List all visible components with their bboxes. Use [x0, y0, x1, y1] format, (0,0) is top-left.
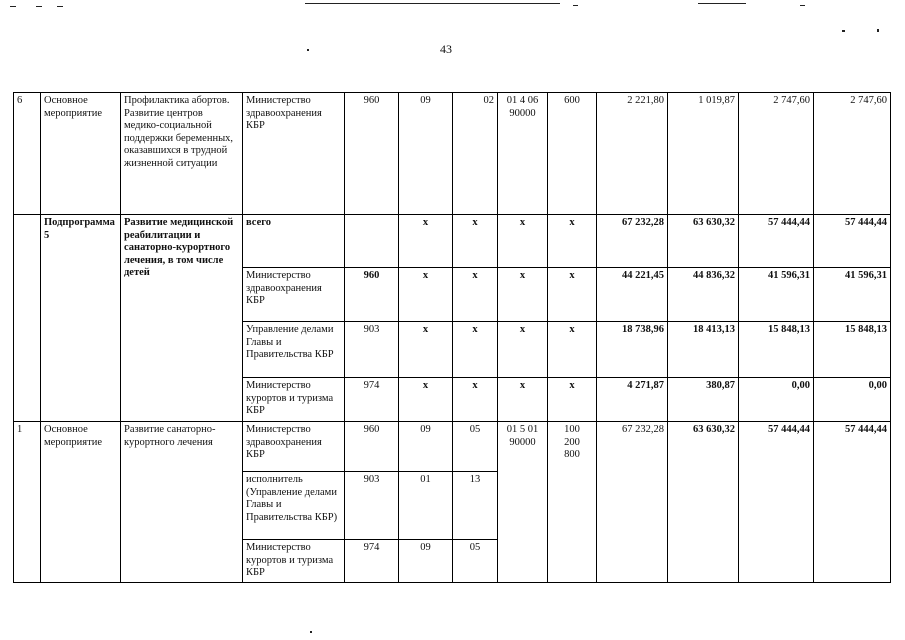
cell-rz: 09 [399, 93, 453, 215]
cell-year-4: 15 848,13 [814, 322, 891, 378]
cell-rz: 09 [399, 540, 453, 583]
cell-vr: х [548, 378, 597, 422]
cell-grbs: 960 [345, 422, 399, 472]
cell-year-2: 44 836,32 [668, 268, 739, 322]
subprogram-name: Развитие медицинской реабилитации и санаторно-курортного лечения, в том числе детей [121, 215, 243, 422]
cell-year-2: 1 019,87 [668, 93, 739, 215]
cell-csr: х [498, 215, 548, 268]
cell-pr: 02 [453, 93, 498, 215]
row-executor: Управление делами Главы и Правительства КБР [243, 322, 345, 378]
cell-year-3: 0,00 [739, 378, 814, 422]
cell-grbs [345, 215, 399, 268]
cell-year-4: 2 747,60 [814, 93, 891, 215]
row-num [14, 215, 41, 422]
cell-year-4: 0,00 [814, 378, 891, 422]
row-name: Профилактика абортов. Развитие центров медико-социальной поддержки беременных, оказавшихся в трудной жизненной ситуации [121, 93, 243, 215]
cell-vr: 600 [548, 93, 597, 215]
scan-line-top [305, 3, 560, 4]
cell-year-4: 57 444,44 [814, 422, 891, 583]
cell-rz: 09 [399, 422, 453, 472]
row-num: 6 [14, 93, 41, 215]
cell-vr: х [548, 268, 597, 322]
cell-grbs: 974 [345, 540, 399, 583]
cell-vr [548, 422, 597, 583]
table-row [14, 422, 891, 472]
row-executor: Министерство здравоохранения КБР [243, 268, 345, 322]
table-row [14, 93, 891, 215]
row-executor: Министерство здравоохранения КБР [243, 93, 345, 215]
cell-csr: х [498, 322, 548, 378]
cell-grbs: 974 [345, 378, 399, 422]
cell-year-1: 2 221,80 [597, 93, 668, 215]
scan-dash-5 [800, 5, 805, 6]
cell-grbs: 960 [345, 93, 399, 215]
subprogram-label: Подпрограмма 5 [41, 215, 121, 422]
cell-rz: х [399, 322, 453, 378]
cell-pr: 05 [453, 540, 498, 583]
budget-table [13, 92, 891, 583]
scan-dash-2 [36, 6, 42, 7]
table-row [14, 215, 891, 268]
cell-grbs: 960 [345, 268, 399, 322]
cell-year-1: 44 221,45 [597, 268, 668, 322]
cell-vr: х [548, 215, 597, 268]
cell-year-4: 41 596,31 [814, 268, 891, 322]
cell-pr: 13 [453, 472, 498, 540]
row-executor: всего [243, 215, 345, 268]
row-type: Основное мероприятие [41, 93, 121, 215]
row-executor: Министерство курортов и туризма КБР [243, 540, 345, 583]
row-type: Основное мероприятие [41, 422, 121, 583]
cell-year-3: 57 444,44 [739, 422, 814, 583]
cell-year-2: 18 413,13 [668, 322, 739, 378]
scan-dot-1 [842, 30, 845, 32]
cell-rz: х [399, 215, 453, 268]
cell-csr: х [498, 268, 548, 322]
scan-dash-1 [10, 6, 16, 7]
cell-pr: х [453, 215, 498, 268]
scan-dash-4 [573, 5, 578, 6]
scan-dot-3 [307, 49, 309, 51]
row-executor: исполнитель (Управление делами Главы и Правительства КБР) [243, 472, 345, 540]
cell-year-2: 63 630,32 [668, 215, 739, 268]
cell-rz: 01 [399, 472, 453, 540]
cell-year-1: 18 738,96 [597, 322, 668, 378]
cell-year-4: 57 444,44 [814, 215, 891, 268]
cell-pr: х [453, 322, 498, 378]
scan-line-right [698, 3, 746, 4]
cell-vr: х [548, 322, 597, 378]
cell-pr: 05 [453, 422, 498, 472]
row-executor: Министерство здравоохранения КБР [243, 422, 345, 472]
cell-vr-text: 100 200 800 [564, 424, 580, 460]
cell-rz: х [399, 268, 453, 322]
row-name: Развитие санаторно-курортного лечения [121, 422, 243, 583]
cell-grbs: 903 [345, 472, 399, 540]
cell-year-1: 67 232,28 [597, 215, 668, 268]
page-number: 43 [440, 42, 452, 56]
cell-grbs: 903 [345, 322, 399, 378]
cell-year-3: 57 444,44 [739, 215, 814, 268]
cell-year-2: 63 630,32 [668, 422, 739, 583]
cell-rz: х [399, 378, 453, 422]
cell-year-3: 2 747,60 [739, 93, 814, 215]
scan-dash-3 [57, 6, 63, 7]
row-num: 1 [14, 422, 41, 583]
cell-csr: 01 5 01 90000 [498, 422, 548, 583]
cell-pr: х [453, 268, 498, 322]
cell-year-3: 15 848,13 [739, 322, 814, 378]
cell-csr: 01 4 06 90000 [498, 93, 548, 215]
cell-year-3: 41 596,31 [739, 268, 814, 322]
cell-year-1: 67 232,28 [597, 422, 668, 583]
cell-year-1: 4 271,87 [597, 378, 668, 422]
cell-pr: х [453, 378, 498, 422]
scan-dot-2 [877, 29, 879, 32]
cell-year-2: 380,87 [668, 378, 739, 422]
row-executor: Министерство курортов и туризма КБР [243, 378, 345, 422]
cell-csr: х [498, 378, 548, 422]
scan-dot-4 [310, 631, 312, 633]
